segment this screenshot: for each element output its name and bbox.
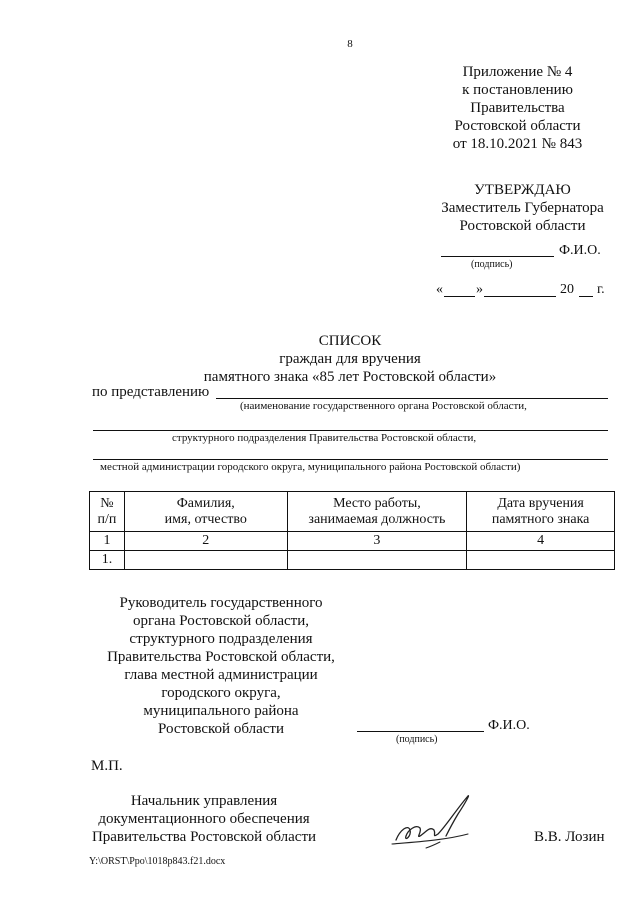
appendix-reference <box>430 63 605 153</box>
head-position-line: муниципального района <box>143 703 299 719</box>
appendix-line: Ростовской области <box>454 118 581 134</box>
column-number: 1 <box>90 532 125 551</box>
date-close-quote: » <box>476 282 483 297</box>
table-cell <box>124 551 287 570</box>
head-fio: Ф.И.О. <box>488 718 530 733</box>
appendix-line: к постановлению <box>462 82 573 98</box>
chief-position-line: Правительства Ростовской области <box>91 829 317 845</box>
document-heading <box>100 332 600 386</box>
heading-title: СПИСОК <box>318 333 382 349</box>
file-path: Y:\ORST\Ppo\1018p843.f21.docx <box>89 856 226 867</box>
recipients-table <box>89 491 615 570</box>
appendix-line: Правительства <box>470 100 565 116</box>
head-signature-line <box>357 731 484 732</box>
date-day-line <box>444 296 475 297</box>
approval-position: Ростовской области <box>459 218 586 234</box>
handwritten-signature <box>386 790 486 854</box>
appendix-line: Приложение № 4 <box>462 64 573 80</box>
submission-line-3 <box>93 459 608 460</box>
table-cell: 1. <box>90 551 125 570</box>
approval-signature-caption: (подпись) <box>471 259 513 270</box>
page-number: 8 <box>347 38 353 50</box>
header-award-date: Дата вручения памятного знака <box>467 492 615 532</box>
submission-line-1 <box>216 398 608 399</box>
head-signature-caption: (подпись) <box>396 734 438 745</box>
approval-title: УТВЕРЖДАЮ <box>474 182 571 198</box>
column-number: 3 <box>287 532 467 551</box>
header-number: № п/п <box>90 492 125 532</box>
chief-name: В.В. Лозин <box>534 829 605 845</box>
submission-line-2 <box>93 430 608 431</box>
heading-line: памятного знака «85 лет Ростовской области» <box>203 369 497 385</box>
approval-fio: Ф.И.О. <box>559 243 601 258</box>
head-position-line: органа Ростовской области, <box>133 613 309 629</box>
head-position-block <box>90 594 352 738</box>
submission-caption-2: структурного подразделения Правительства Ростовской области, <box>172 432 477 444</box>
header-workplace: Место работы, занимаемая должность <box>287 492 467 532</box>
head-position-line: Руководитель государственного <box>119 595 323 611</box>
date-year: 20 <box>560 282 574 297</box>
date-month-line <box>484 296 556 297</box>
table-row <box>90 551 615 570</box>
head-position-line: структурного подразделения <box>129 631 313 647</box>
date-year-suffix: г. <box>597 282 605 297</box>
date-open-quote: « <box>436 282 443 297</box>
column-number: 2 <box>124 532 287 551</box>
head-position-line: городского округа, <box>161 685 281 701</box>
chief-position-line: документационного обеспечения <box>98 811 310 827</box>
head-position-line: Правительства Ростовской области, <box>107 649 335 665</box>
head-position-line: Ростовской области <box>158 721 284 737</box>
head-position-line: глава местной администрации <box>124 667 318 683</box>
table-header-row <box>90 492 615 532</box>
submission-label: по представлению <box>92 384 210 400</box>
chief-position-line: Начальник управления <box>130 793 278 809</box>
column-number: 4 <box>467 532 615 551</box>
submission-caption-1: (наименование государственного органа Ростовской области, <box>240 400 527 412</box>
table-column-number-row <box>90 532 615 551</box>
table-cell <box>287 551 467 570</box>
approval-position: Заместитель Губернатора <box>441 200 604 216</box>
approval-signature-line <box>441 256 554 257</box>
seal-label: М.П. <box>91 758 123 774</box>
appendix-line: от 18.10.2021 № 843 <box>452 136 583 152</box>
heading-line: граждан для вручения <box>279 351 421 367</box>
submission-caption-3: местной администрации городского округа, муниципального района Ростовской области) <box>100 461 521 473</box>
approval-block <box>425 181 620 235</box>
chief-position-block <box>88 792 320 846</box>
table-cell <box>467 551 615 570</box>
header-full-name: Фамилия, имя, отчество <box>124 492 287 532</box>
date-year-line <box>579 296 593 297</box>
